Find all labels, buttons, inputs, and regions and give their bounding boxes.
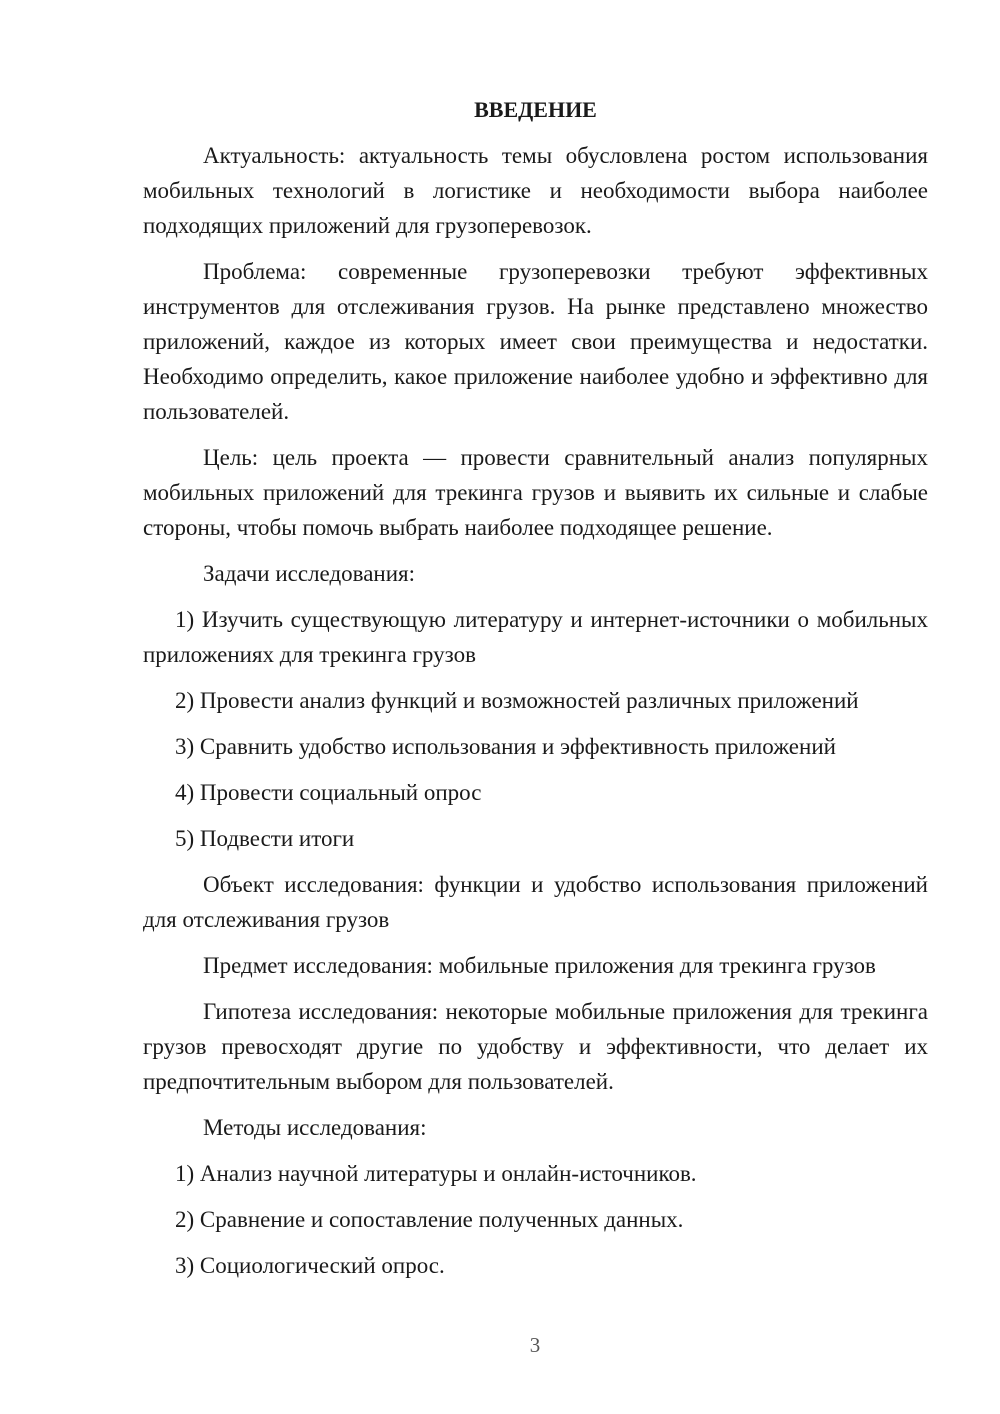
hypothesis-paragraph: Гипотеза исследования: некоторые мобильные приложения для трекинга грузов превосходят другие по удобству и эффективности, что делает их предпочтительным выбором для пользователей. bbox=[143, 999, 928, 1094]
method-item: 3) Социологический опрос. bbox=[175, 1253, 445, 1278]
page-number: 3 bbox=[529, 1333, 541, 1357]
task-item: 5) Подвести итоги bbox=[175, 826, 355, 851]
method-item: 1) Анализ научной литературы и онлайн-источников. bbox=[175, 1161, 697, 1186]
subject-paragraph: Предмет исследования: мобильные приложения для трекинга грузов bbox=[203, 953, 876, 978]
task-item: 3) Сравнить удобство использования и эффективность приложений bbox=[175, 734, 836, 759]
section-title: ВВЕДЕНИЕ bbox=[474, 97, 597, 122]
object-paragraph: Объект исследования: функции и удобство использования приложений для отслеживания грузов bbox=[143, 872, 928, 932]
methods-heading: Методы исследования: bbox=[203, 1115, 427, 1140]
task-item: 2) Провести анализ функций и возможностей различных приложений bbox=[175, 688, 859, 713]
document-page bbox=[143, 92, 928, 1294]
method-item: 2) Сравнение и сопоставление полученных данных. bbox=[175, 1207, 684, 1232]
task-item: 4) Провести социальный опрос bbox=[175, 780, 482, 805]
tasks-heading: Задачи исследования: bbox=[203, 561, 416, 586]
task-item: 1) Изучить существующую литературу и интернет-источники о мобильных приложениях для трекинга грузов bbox=[143, 607, 928, 667]
problem-paragraph: Проблема: современные грузоперевозки требуют эффективных инструментов для отслеживания грузов. На рынке представлено множество приложений, каждое из которых имеет свои преимущества и недостатки. Необходимо определить, какое приложение наиболее удобно и эффективно для пользователей. bbox=[143, 259, 928, 424]
actuality-paragraph: Актуальность: актуальность темы обусловлена ростом использования мобильных технологий в логистике и необходимости выбора наиболее подходящих приложений для грузоперевозок. bbox=[143, 143, 928, 238]
goal-paragraph: Цель: цель проекта — провести сравнительный анализ популярных мобильных приложений для трекинга грузов и выявить их сильные и слабые стороны, чтобы помочь выбрать наиболее подходящее решение. bbox=[143, 445, 928, 540]
